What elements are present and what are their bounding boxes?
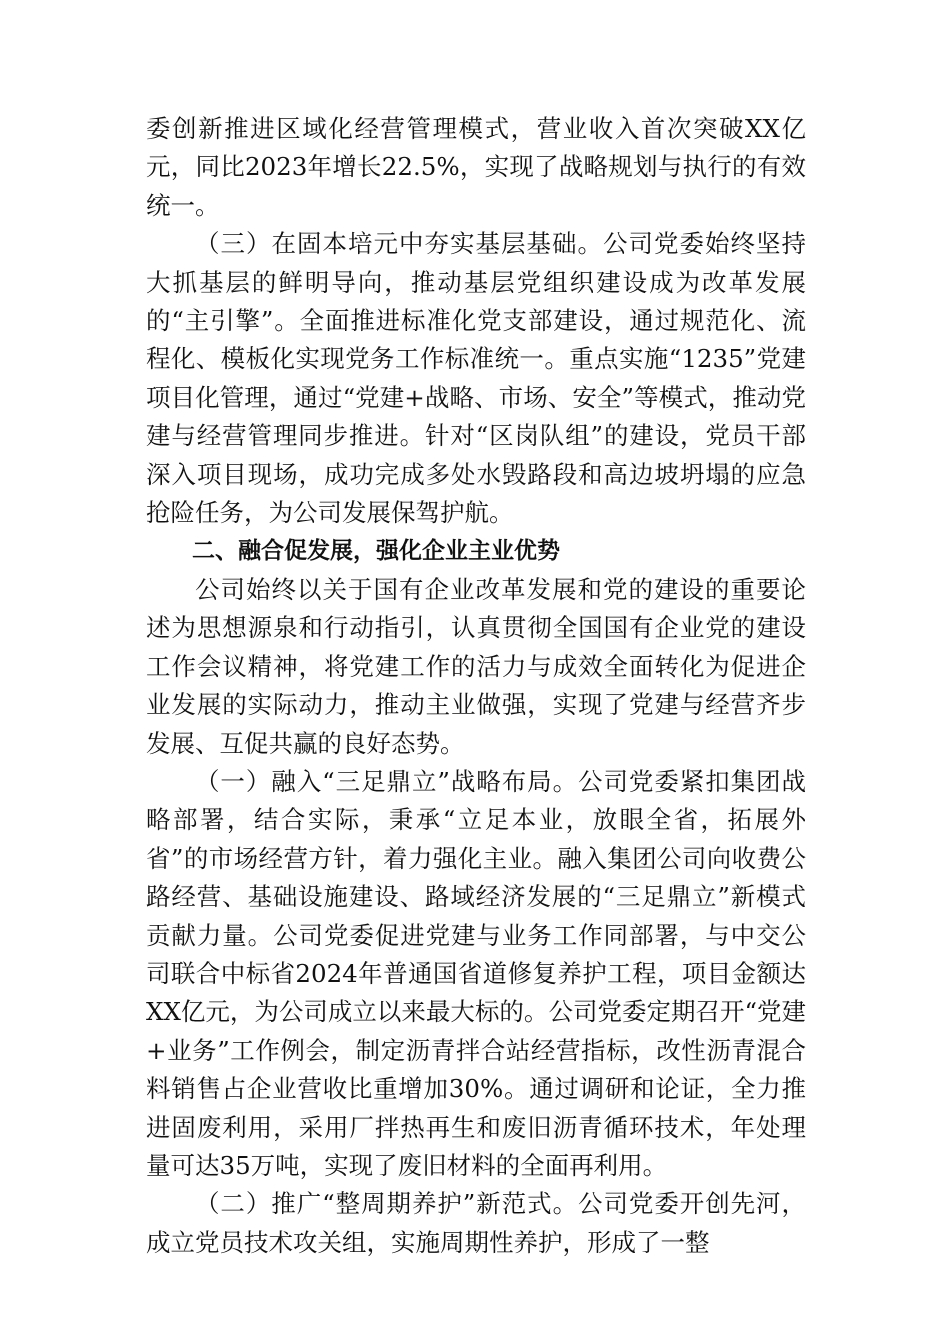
paragraph-body: 公司党委始终坚持大抓基层的鲜明导向，推动基层党组织建设成为改革发展的“主引擎”。全面推进标准化党支部建设，通过规范化、流程化、模板化实现党务工作标准统一。重点实施“1235”党建项目化管理，通过“党建+战略、市场、安全”等模式，推动党建与经营管理同步推进。针对“区岗队组”的建设，党员干部深入项目现场，成功完成多处水毁路段和高边坡坍塌的应急抢险任务，为公司发展保驾护航。 [146,229,806,528]
paragraph-body: 公司党委开创先河，成立党员技术攻关组，实施周期性养护，形成了一整 [146,1189,806,1257]
subsection-heading-1: （一）融入“三足鼎立”战略布局。 [195,766,579,796]
paragraph-intro: 公司始终以关于国有企业改革发展和党的建设的重要论述为思想源泉和行动指引，认真贯彻全国国有企业党的建设工作会议精神，将党建工作的活力与成效全面转化为促进企业发展的实际动力，推动主业做强，实现了党建与经营齐步发展、互促共赢的良好态势。 [146,574,806,758]
paragraph-base-foundation [146,225,806,532]
section-heading-2: 二、融合促发展，强化企业主业优势 [192,538,560,565]
paragraph-body: 公司党委紧扣集团战略部署，结合实际，秉承“立足本业，放眼全省，拓展外省”的市场经营方针，着力强化主业。融入集团公司向收费公路经营、基础设施建设、路域经济发展的“三足鼎立”新模式贡献力量。公司党委促进党建与业务工作同部署，与中交公司联合中标省2024年普通国省道修复养护工程，项目金额达XX亿元，为公司成立以来最大标的。公司党委定期召开“党建+业务”工作例会，制定沥青拌合站经营指标，改性沥青混合料销售占企业营收比重增加30%。通过调研和论证，全力推进固废利用，采用厂拌热再生和废旧沥青循环技术，年处理量可达35万吨，实现了废旧材料的全面再利用。 [146,766,806,1180]
paragraph-strategy [146,763,806,1185]
paragraph-continuation: 委创新推进区域化经营管理模式，营业收入首次突破XX亿元，同比2023年增长22.5%，实现了战略规划与执行的有效统一。 [146,114,806,220]
subsection-heading-3: （三）在固本培元中夯实基层基础。 [195,229,603,259]
paragraph-maintenance [146,1185,806,1262]
subsection-heading-2: （二）推广“整周期养护”新范式。 [195,1189,579,1219]
document-page [146,110,806,1262]
